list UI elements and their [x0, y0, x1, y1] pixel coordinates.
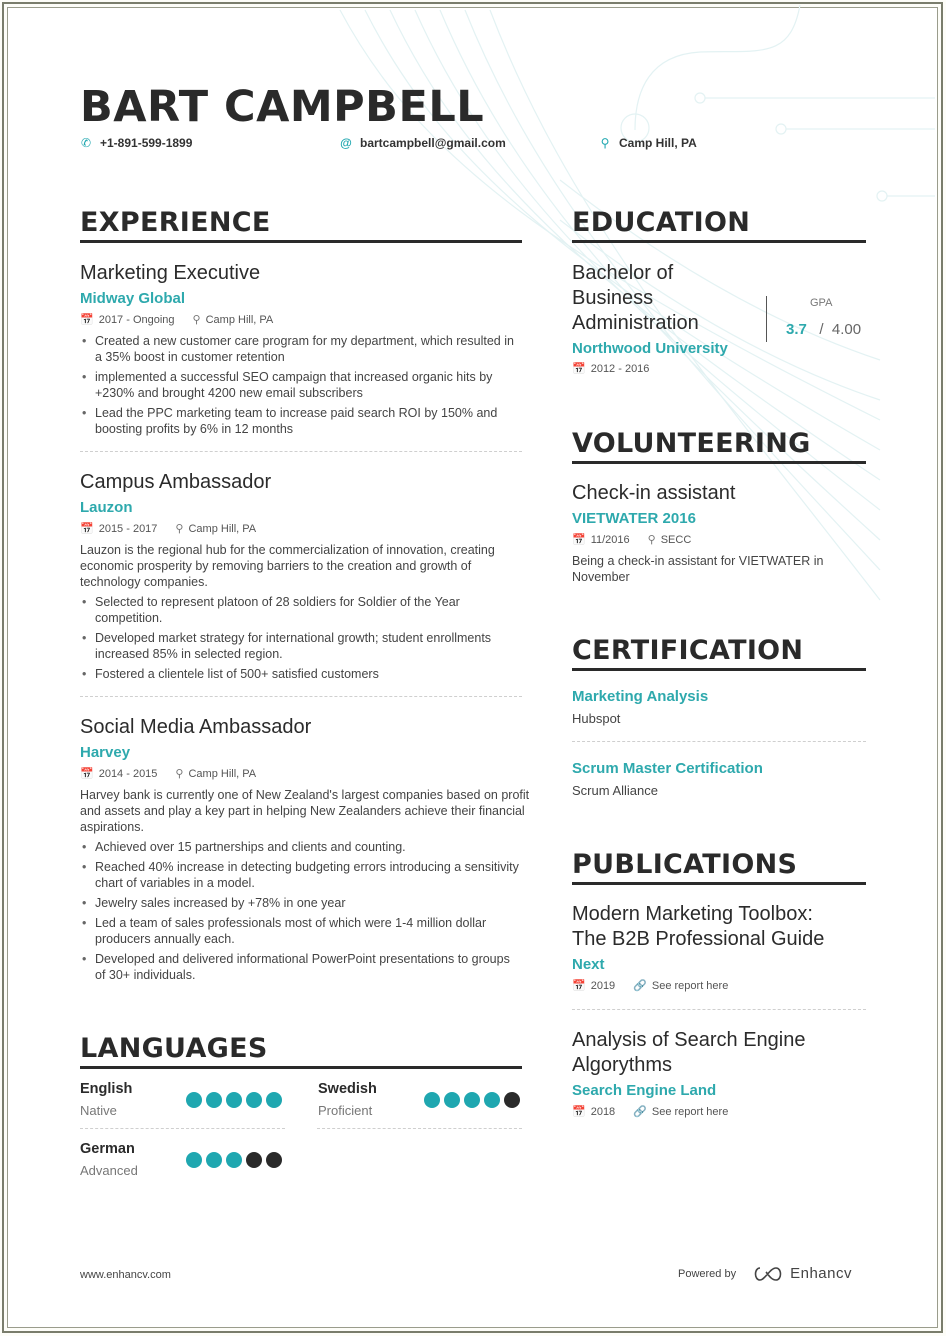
certification-issuer: Scrum Alliance [572, 783, 658, 798]
contact-phone[interactable] [80, 136, 192, 150]
volunteer-meta [572, 533, 703, 546]
school-name: Northwood University [572, 340, 728, 357]
divider [572, 1009, 866, 1010]
volunteer-role: Check-in assistant [572, 482, 736, 504]
divider [80, 696, 522, 697]
phone-icon: ✆ [80, 136, 92, 150]
calendar-icon: 📅 [572, 1106, 586, 1118]
certification-issuer: Hubspot [572, 711, 621, 726]
experience-role: Campus Ambassador [80, 471, 272, 493]
experience-heading: EXPERIENCE [80, 207, 271, 238]
degree-line: Bachelor of [572, 262, 674, 284]
publication-meta [572, 1105, 740, 1118]
publication-title-line: Modern Marketing Toolbox: [572, 903, 813, 925]
experience-dates: 2014 - 2015 [98, 767, 158, 780]
experience-location: Camp Hill, PA [188, 522, 257, 535]
candidate-name: BART CAMPBELL [80, 82, 485, 132]
volunteering-heading: VOLUNTEERING [572, 428, 811, 459]
publications-rule [572, 882, 866, 885]
at-icon: @ [340, 136, 352, 150]
rating-dot-empty [266, 1152, 282, 1168]
publication-meta [572, 979, 740, 992]
language-level: Proficient [318, 1103, 373, 1118]
divider [572, 741, 866, 742]
education-meta [572, 362, 661, 375]
bullet: • Achieved over 15 partnerships and clients and counting. [80, 839, 522, 855]
rating-dot-filled [206, 1152, 222, 1168]
calendar-icon: 📅 [80, 314, 94, 326]
publication-link[interactable] [633, 1105, 728, 1118]
bullet: • Developed and delivered informational PowerPoint presentations to groups of 30+ individuals. [80, 951, 522, 983]
map-pin-icon: ⚲ [647, 534, 656, 546]
volunteer-location: SECC [660, 533, 692, 546]
rating-dot-filled [186, 1152, 202, 1168]
gpa-value [786, 321, 861, 338]
gpa-label: GPA [810, 297, 833, 309]
divider [317, 1128, 522, 1129]
publication-link-text[interactable]: See report here [651, 979, 729, 992]
degree-line: Administration [572, 312, 699, 334]
calendar-icon: 📅 [572, 534, 586, 546]
footer-powered [678, 1265, 852, 1282]
publication-title-line: The B2B Professional Guide [572, 928, 825, 950]
location-text: Camp Hill, PA [619, 136, 697, 150]
rating-dot-filled [444, 1092, 460, 1108]
education-dates: 2012 - 2016 [590, 362, 650, 375]
experience-dates: 2015 - 2017 [98, 522, 158, 535]
experience-company: Lauzon [80, 499, 133, 516]
bullet: • Developed market strategy for international growth; student enrollments increased 85% in selected region. [80, 630, 522, 662]
experience-role: Marketing Executive [80, 262, 261, 284]
gpa-max: 4.00 [831, 321, 862, 338]
volunteering-rule [572, 461, 866, 464]
publication-year: 2019 [590, 979, 616, 992]
experience-role: Social Media Ambassador [80, 716, 312, 738]
bullet: • Fostered a clientele list of 500+ satisfied customers [80, 666, 522, 682]
calendar-icon: 📅 [572, 980, 586, 992]
rating-dot-filled [246, 1092, 262, 1108]
bullet: • Lead the PPC marketing team to increase paid search ROI by 150% and boosting profits by 6% in 12 months [80, 405, 522, 437]
divider [80, 1128, 285, 1129]
experience-dates: 2017 - Ongoing [98, 313, 175, 326]
volunteer-description: Being a check-in assistant for VIETWATER in November [572, 554, 824, 584]
rating-dot-filled [206, 1092, 222, 1108]
rating-dot-empty [504, 1092, 520, 1108]
language-name: English [80, 1081, 133, 1097]
bullet: • Selected to represent platoon of 28 soldiers for Soldier of the Year competition. [80, 594, 522, 626]
publications-heading: PUBLICATIONS [572, 849, 798, 880]
volunteer-org: VIETWATER 2016 [572, 510, 696, 527]
publication-link-text[interactable]: See report here [651, 1105, 729, 1118]
experience-bullets [80, 839, 522, 987]
experience-company: Midway Global [80, 290, 186, 307]
enhancv-infinity-icon [752, 1266, 784, 1282]
calendar-icon: 📅 [80, 523, 94, 535]
language-rating [424, 1092, 520, 1108]
rating-dot-filled [226, 1152, 242, 1168]
email-text: bartcampbell@gmail.com [360, 136, 506, 150]
contact-location [599, 136, 697, 150]
powered-by-label: Powered by [678, 1267, 737, 1280]
brand-name: Enhancv [790, 1265, 852, 1282]
rating-dot-filled [226, 1092, 242, 1108]
rating-dot-filled [484, 1092, 500, 1108]
link-icon: 🔗 [633, 1106, 647, 1118]
language-level: Advanced [80, 1163, 138, 1178]
link-icon: 🔗 [633, 980, 647, 992]
certification-rule [572, 668, 866, 671]
map-pin-icon: ⚲ [175, 768, 184, 780]
degree-line: Business [572, 287, 654, 309]
certification-name: Scrum Master Certification [572, 760, 763, 777]
phone-text: +1-891-599-1899 [100, 136, 193, 150]
publication-link[interactable] [633, 979, 728, 992]
enhancv-logo[interactable] [752, 1265, 852, 1282]
bullet: • implemented a successful SEO campaign that increased organic hits by +230% and brought 4200 new email subscribers [80, 369, 522, 401]
gpa-divider [766, 296, 767, 342]
experience-meta [80, 313, 285, 326]
experience-description: Lauzon is the regional hub for the commercialization of innovation, creating economic prosperity by removing barriers to the creation and growth of technology companies. [80, 543, 495, 589]
experience-meta [80, 767, 268, 780]
experience-rule [80, 240, 522, 243]
rating-dot-filled [266, 1092, 282, 1108]
map-pin-icon: ⚲ [192, 314, 201, 326]
gpa-separator: / [819, 321, 824, 338]
bullet: • Led a team of sales professionals most of which were 1-4 million dollar producers annually each. [80, 915, 522, 947]
rating-dot-filled [186, 1092, 202, 1108]
certification-name: Marketing Analysis [572, 688, 709, 705]
rating-dot-filled [464, 1092, 480, 1108]
language-name: German [80, 1141, 135, 1157]
language-name: Swedish [318, 1081, 377, 1097]
publication-publisher: Search Engine Land [572, 1082, 717, 1099]
language-rating [186, 1152, 282, 1168]
languages-rule [80, 1066, 522, 1069]
footer-website[interactable]: www.enhancv.com [80, 1269, 171, 1281]
gpa-score: 3.7 [786, 321, 807, 338]
experience-company: Harvey [80, 744, 131, 761]
experience-bullets [80, 333, 522, 441]
bullet: • Created a new customer care program for my department, which resulted in a 35% boost in customer retention [80, 333, 522, 365]
divider [80, 451, 522, 452]
publication-title-line: Algorythms [572, 1054, 673, 1076]
rating-dot-empty [246, 1152, 262, 1168]
certification-heading: CERTIFICATION [572, 635, 804, 666]
rating-dot-filled [424, 1092, 440, 1108]
bullet: • Jewelry sales increased by +78% in one year [80, 895, 522, 911]
bullet: • Reached 40% increase in detecting budgeting errors introducing a sensitivity chart of variables in a model. [80, 859, 522, 891]
experience-bullets [80, 594, 522, 686]
experience-location: Camp Hill, PA [188, 767, 257, 780]
contact-email[interactable] [340, 136, 506, 150]
volunteer-date: 11/2016 [590, 533, 630, 546]
calendar-icon: 📅 [572, 363, 586, 375]
languages-heading: LANGUAGES [80, 1033, 268, 1064]
publication-title-line: Analysis of Search Engine [572, 1029, 806, 1051]
publication-publisher: Next [572, 956, 605, 973]
education-heading: EDUCATION [572, 207, 751, 238]
experience-meta [80, 522, 268, 535]
experience-location: Camp Hill, PA [205, 313, 274, 326]
experience-description: Harvey bank is currently one of New Zealand's largest companies based on profit and assets and play a key part in helping New Zealanders achieve their financial aspirations. [80, 788, 530, 834]
language-level: Native [80, 1103, 117, 1118]
publication-year: 2018 [590, 1105, 616, 1118]
calendar-icon: 📅 [80, 768, 94, 780]
map-pin-icon: ⚲ [600, 136, 610, 150]
language-rating [186, 1092, 282, 1108]
education-rule [572, 240, 866, 243]
map-pin-icon: ⚲ [175, 523, 184, 535]
